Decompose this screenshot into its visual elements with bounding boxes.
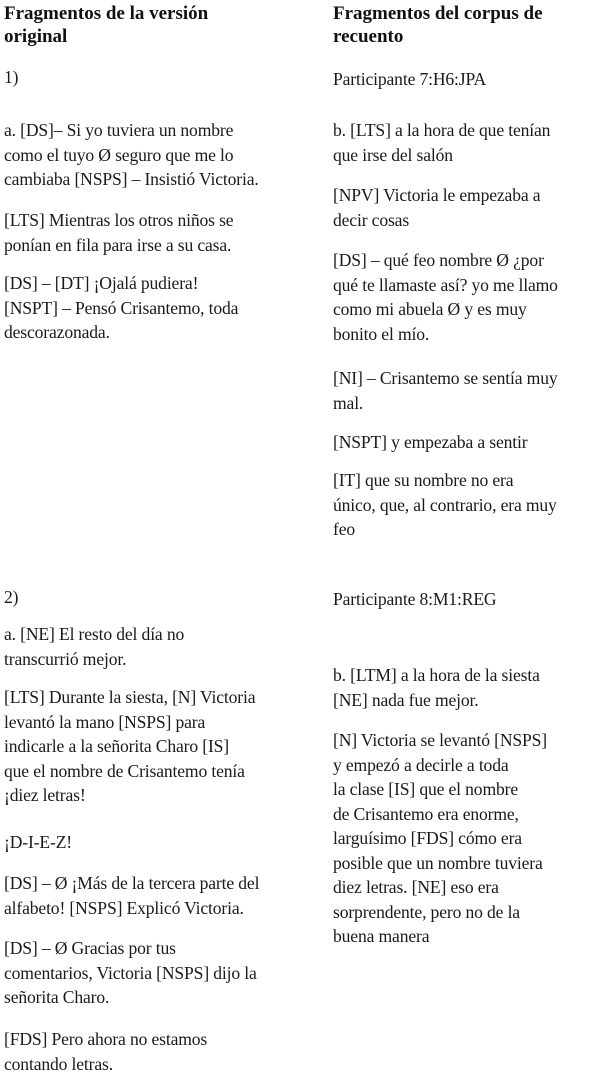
fragment-2-ne	[4, 622, 184, 671]
text-line: la clase [IS] que el nombre	[333, 779, 519, 799]
text-line: único, que, al contrario, era muy	[333, 494, 557, 515]
text-line: [IT] que su nombre no era	[333, 470, 514, 490]
text-line: [NSPT] – Pensó Crisantemo, toda	[4, 297, 239, 318]
fragment-1-number: 1)	[4, 67, 19, 87]
participant-7-lts	[333, 118, 550, 167]
text-line: [LTS] Mientras los otros niños se	[4, 210, 234, 230]
text-line: [FDS] Pero ahora no estamos	[4, 1029, 208, 1049]
text-line: alfabeto! [NSPS] Explicó Victoria.	[4, 897, 244, 918]
left-header-line: original	[4, 26, 68, 47]
text-line: diez letras. [NE] eso era	[333, 877, 499, 897]
fragment-2-diez: ¡D-I-E-Z!	[4, 832, 73, 852]
text-line: [NSPT] y empezaba a sentir	[333, 432, 528, 452]
participant-7-ni	[333, 366, 558, 415]
text-line: decir cosas	[333, 209, 410, 230]
text-line: [NI] – Crisantemo se sentía muy	[333, 368, 558, 388]
text-line: comentarios, Victoria [NSPS] dijo la	[4, 962, 257, 983]
text-line: descorazonada.	[4, 322, 110, 342]
fragment-1-dialogue-a	[4, 118, 259, 192]
text-line: ponían en fila para irse a su casa.	[4, 234, 232, 255]
text-line: [DS] – Ø Gracias por tus	[4, 938, 176, 958]
fragment-2-lts	[4, 685, 255, 808]
text-line: de Crisantemo era enorme,	[333, 803, 519, 824]
right-header-line: Fragmentos del corpus de	[333, 3, 543, 24]
participant-8-label: Participante 8:M1:REG	[333, 589, 497, 609]
text-line: señorita Charo.	[4, 987, 110, 1007]
text-line: mal.	[333, 392, 364, 413]
text-line: como mi abuela Ø y es muy	[333, 299, 527, 319]
text-line: [DS] – [DT] ¡Ojalá pudiera!	[4, 273, 199, 293]
participant-8-n	[333, 728, 547, 949]
fragment-2-ds-2	[4, 936, 257, 1010]
participant-7-npv	[333, 183, 540, 232]
text-line: a. [NE] El resto del día no	[4, 624, 185, 644]
text-line: levantó la mano [NSPS] para	[4, 711, 206, 732]
fragment-2-ds-1	[4, 871, 259, 920]
text-line: sorprendente, pero no de la	[333, 901, 520, 922]
fragment-1-ds	[4, 271, 238, 345]
text-line: que irse del salón	[333, 144, 453, 165]
left-column-header	[4, 2, 208, 48]
text-line: que el nombre de Crisantemo tenía	[4, 760, 245, 781]
fragment-2-number: 2)	[4, 587, 19, 607]
text-line: larguísimo [FDS] cómo era	[333, 828, 522, 848]
participant-8-ltm	[333, 663, 540, 712]
text-line: y empezó a decirle a toda	[333, 754, 509, 775]
participant-7-label: Participante 7:H6:JPA	[333, 69, 487, 89]
right-column-header	[333, 2, 543, 48]
text-line: qué te llamaste así? yo me llamo	[333, 274, 558, 295]
text-line: [N] Victoria se levantó [NSPS]	[333, 730, 548, 750]
participant-7-nspt	[333, 430, 527, 455]
text-line: feo	[333, 519, 356, 539]
text-line: cambiaba [NSPS] – Insistió Victoria.	[4, 169, 259, 189]
fragment-2-fds	[4, 1027, 207, 1076]
text-line: [NE] nada fue mejor.	[333, 689, 479, 710]
fragment-1-lts	[4, 208, 233, 257]
text-line: bonito el mío.	[333, 323, 430, 344]
text-line: como el tuyo Ø seguro que me lo	[4, 144, 234, 165]
text-line: a. [DS]– Si yo tuviera un nombre	[4, 120, 234, 140]
text-line: buena manera	[333, 926, 430, 946]
text-line: indicarle a la señorita Charo [IS]	[4, 736, 229, 756]
right-header-line: recuento	[333, 26, 404, 47]
text-line: [DS] – qué feo nombre Ø ¿por	[333, 250, 544, 270]
text-line: contando letras.	[4, 1053, 113, 1074]
text-line: posible que un nombre tuviera	[333, 852, 543, 873]
text-line: b. [LTM] a la hora de la siesta	[333, 665, 540, 685]
text-line: b. [LTS] a la hora de que tenían	[333, 120, 551, 140]
participant-7-it	[333, 468, 557, 542]
text-line: transcurrió mejor.	[4, 648, 127, 669]
text-line: ¡diez letras!	[4, 785, 86, 805]
left-header-line: Fragmentos de la versión	[4, 3, 209, 24]
text-line: [NPV] Victoria le empezaba a	[333, 185, 541, 205]
participant-7-ds	[333, 248, 558, 346]
text-line: [DS] – Ø ¡Más de la tercera parte del	[4, 873, 260, 893]
text-line: [LTS] Durante la siesta, [N] Victoria	[4, 687, 256, 707]
